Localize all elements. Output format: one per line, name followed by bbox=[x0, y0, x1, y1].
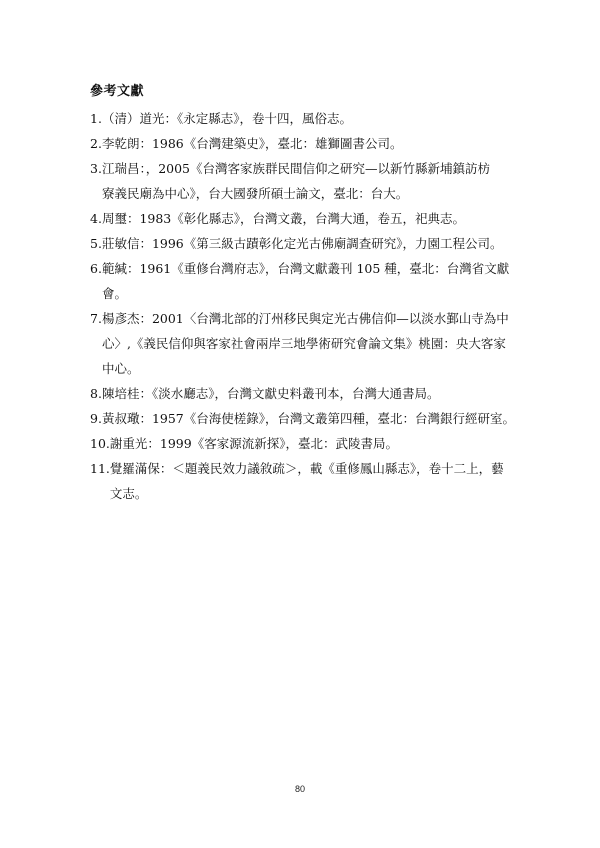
reference-text bbox=[102, 306, 530, 381]
reference-number: 2. bbox=[90, 136, 102, 151]
reference-text bbox=[102, 381, 530, 406]
reference-number: 4. bbox=[90, 211, 102, 226]
reference-list bbox=[90, 106, 530, 506]
reference-number: 1. bbox=[90, 111, 102, 126]
reference-line: 中心。 bbox=[101, 361, 140, 376]
reference-item bbox=[90, 381, 530, 406]
reference-line: 寮義民廟為中心》，台大國發所碩士論文，臺北：台大。 bbox=[101, 186, 409, 201]
reference-item bbox=[90, 431, 530, 456]
reference-number: 11. bbox=[90, 461, 110, 476]
reference-line: 黃叔璥：1957《台海使槎錄》，台灣文叢第四種，臺北：台灣銀行經研室。 bbox=[101, 411, 516, 426]
reference-item bbox=[90, 231, 530, 256]
reference-number: 7. bbox=[90, 311, 102, 326]
reference-number: 6. bbox=[90, 261, 102, 276]
reference-item bbox=[90, 131, 530, 156]
reference-line: 周璽：1983《彰化縣志》，台灣文叢，台灣大通，卷五，祀典志。 bbox=[101, 211, 466, 226]
reference-line: 心〉,《義民信仰與客家社會兩岸三地學術研究會論文集》桃園：央大客家 bbox=[101, 336, 506, 351]
reference-text bbox=[110, 431, 530, 456]
reference-number: 3. bbox=[90, 161, 102, 176]
reference-item bbox=[90, 406, 530, 431]
reference-text bbox=[102, 156, 530, 206]
page-number: 80 bbox=[294, 784, 305, 794]
references-heading: 參考文獻 bbox=[90, 84, 145, 99]
reference-item bbox=[90, 206, 530, 231]
reference-text bbox=[102, 131, 530, 156]
reference-line: 會。 bbox=[101, 286, 127, 301]
reference-text bbox=[102, 256, 530, 306]
reference-item bbox=[90, 456, 530, 506]
reference-item bbox=[90, 306, 530, 381]
reference-item bbox=[90, 256, 530, 306]
reference-item bbox=[90, 106, 530, 131]
reference-number: 5. bbox=[90, 236, 102, 251]
reference-line: 楊彥杰：2001〈台灣北部的汀州移民與定光古佛信仰—以淡水鄞山寺為中 bbox=[101, 311, 509, 326]
reference-text bbox=[102, 206, 530, 231]
reference-number: 10. bbox=[90, 436, 110, 451]
reference-number: 8. bbox=[90, 386, 102, 401]
reference-item bbox=[90, 156, 530, 206]
reference-line: 莊敏信：1996《第三級古蹟彰化定光古佛廟調查研究》，力園工程公司。 bbox=[101, 236, 503, 251]
reference-text bbox=[102, 106, 530, 131]
reference-line: 文志。 bbox=[109, 486, 148, 501]
reference-line: 覺羅滿保：＜題義民效力議敘疏＞，載《重修鳳山縣志》，卷十二上，藝 bbox=[109, 461, 504, 476]
reference-line: 範緘：1961《重修台灣府志》，台灣文獻叢刊 105 種，臺北：台灣省文獻 bbox=[101, 261, 510, 276]
reference-text bbox=[110, 456, 530, 506]
reference-line: 江瑞昌：，2005《台灣客家族群民間信仰之研究—以新竹縣新埔鎮訪枋 bbox=[101, 161, 491, 176]
reference-number: 9. bbox=[90, 411, 102, 426]
reference-line: 謝重光：1999《客家源流新探》，臺北：武陵書局。 bbox=[109, 436, 398, 451]
reference-line: 陳培桂：《淡水廳志》，台灣文獻史料叢刊本，台灣大通書局。 bbox=[101, 386, 440, 401]
reference-text bbox=[102, 231, 530, 256]
reference-line: （清）道光：《永定縣志》，卷十四，風俗志。 bbox=[101, 111, 352, 126]
reference-text bbox=[102, 406, 530, 431]
reference-line: 李乾朗：1986《台灣建築史》，臺北：雄獅圖書公司。 bbox=[101, 136, 403, 151]
